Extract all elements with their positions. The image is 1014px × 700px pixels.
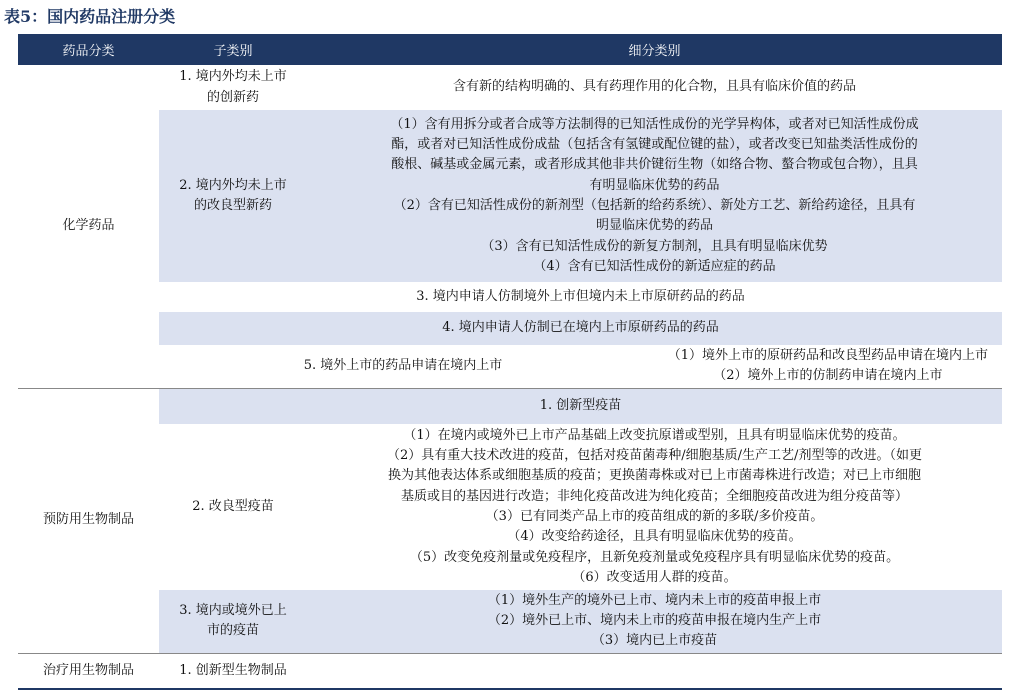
table-row	[18, 65, 1002, 110]
subcategory-cell: 2. 改良型疫苗	[192, 498, 274, 514]
category-preventive-biologics: 预防用生物制品	[18, 388, 159, 653]
header-subcategory: 子类别	[159, 34, 307, 65]
drug-registration-table	[18, 34, 1002, 690]
category-chemical: 化学药品	[18, 65, 159, 388]
detail-cell	[307, 653, 1002, 689]
merged-cell: 5. 境外上市的药品申请在境内上市 （1）境外上市的原研药品和改良型药品申请在境内上市 （2）境外上市的仿制药申请在境内上市	[159, 345, 1002, 388]
subcategory-cell: 1. 境内外均未上市 的创新药	[179, 69, 287, 105]
detail-cell: （1）在境内或境外已上市产品基础上改变抗原谱或型别，且具有明显临床优势的疫苗。 （2）具有重大技术改进的疫苗，包括对疫苗菌毒种/细胞基质/生产工艺/剂型等的改进。（如更 换为其他表达体系或细胞基质的疫苗；更换菌毒株或对已上市菌毒株进行改造；对已上市细胞 基质或目的基因进行改造；非纯化疫苗改进为纯化疫苗；全细胞疫苗改进为组分疫苗等） （3）已有同类产品上市的疫苗组成的新的多联/多价疫苗。 （4）改变给药途径，且具有明显临床优势的疫苗。 （5）改变免疫剂量或免疫程序，且新免疫剂量或免疫程序具有明显临床优势的疫苗。 （6）改变适用人群的疫苗。	[387, 427, 922, 585]
table-header-row	[18, 34, 1002, 65]
subcategory-cell: 3. 境内或境外已上 市的疫苗	[159, 590, 307, 653]
header-category: 药品分类	[18, 34, 159, 65]
table-row	[18, 388, 1002, 424]
page-title: 表5：国内药品注册分类	[4, 7, 176, 26]
table-row	[18, 345, 1002, 388]
table-row	[18, 590, 1002, 653]
merged-cell: 3. 境内申请人仿制境外上市但境内未上市原研药品的药品	[416, 288, 745, 304]
table-row	[18, 424, 1002, 590]
table-row	[18, 312, 1002, 345]
subcategory-cell: 2. 境内外均未上市 的改良型新药	[159, 110, 307, 282]
overseas-listed-label: 5. 境外上市的药品申请在境内上市	[303, 358, 503, 374]
table-row	[18, 282, 1002, 312]
detail-cell: （1）境外生产的境外已上市、境内未上市的疫苗申报上市 （2）境外已上市、境内未上市的疫苗申报在境内生产上市 （3）境内已上市疫苗	[307, 590, 1002, 653]
table-row	[18, 653, 1002, 689]
detail-cell: （1）含有用拆分或者合成等方法制得的已知活性成份的光学异构体，或者对已知活性成份成 酯，或者对已知活性成份成盐（包括含有氢键或配位键的盐），或者改变已知盐类活性成份的 酸根、碱基或金属元素，或者形成其他非共价键衍生物（如络合物、螯合物或包合物），且具 有明显临床优势的药品 （2）含有已知活性成份的新剂型（包括新的给药系统）、新处方工艺、新给药途径，且具有 明显临床优势的药品 （3）含有已知活性成份的新复方制剂，且具有明显临床优势 （4）含有已知活性成份的新适应症的药品	[307, 110, 1002, 282]
table-row	[18, 110, 1002, 282]
merged-cell: 4. 境内申请人仿制已在境内上市原研药品的药品	[159, 312, 1002, 345]
category-therapeutic-biologics: 治疗用生物制品	[18, 653, 159, 689]
detail-cell: 含有新的结构明确的、具有药理作用的化合物，且具有临床价值的药品	[452, 79, 856, 95]
header-detail: 细分类别	[307, 34, 1002, 65]
merged-cell: 1. 创新型疫苗	[159, 388, 1002, 424]
subcategory-cell: 1. 创新型生物制品	[159, 653, 307, 689]
